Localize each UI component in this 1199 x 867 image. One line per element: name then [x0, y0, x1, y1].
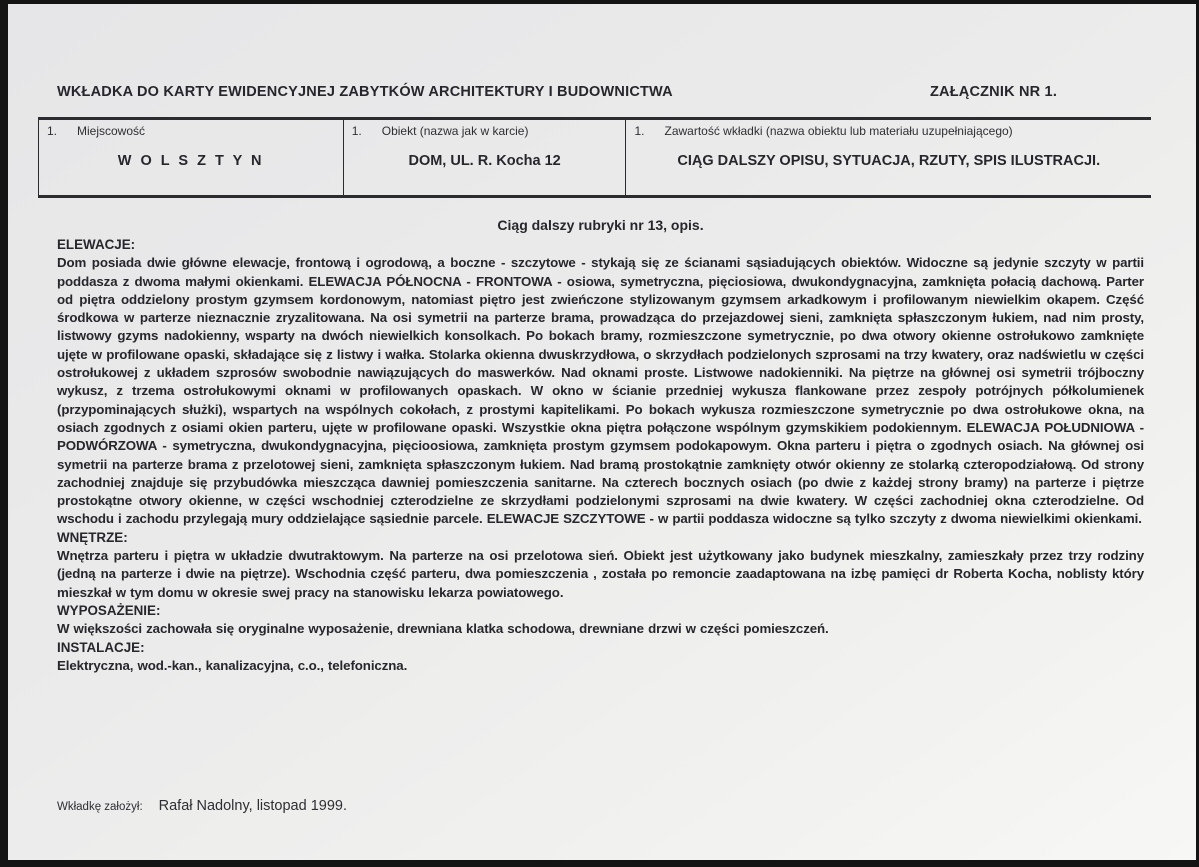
heading-wyposazenie: WYPOSAŻENIE: — [57, 602, 161, 618]
table-cell-header — [634, 124, 1141, 138]
footer-label: Wkładkę założył: — [57, 801, 143, 813]
cell-label: Miejscowość — [77, 124, 146, 138]
body-section-title: Ciąg dalszy rubryki nr 13, opis. — [497, 217, 704, 233]
document-header — [57, 84, 1167, 100]
cell-value-miejscowosc: W O L S Z T Y N — [117, 153, 264, 169]
footer-author-date: Rafał Nadolny, listopad 1999. — [158, 798, 347, 814]
document-body — [57, 216, 1144, 675]
heading-wnetrze: WNĘTRZE: — [57, 529, 128, 545]
table-cell-header — [47, 124, 333, 138]
table-cell-obiekt — [343, 120, 626, 195]
cell-label: Zawartość wkładki (nazwa obiektu lub materiału uzupełniającego) — [664, 124, 1013, 138]
paragraph-wnetrze: Wnętrza parteru i piętra w układzie dwutraktowym. Na parterze na osi przelotowa sień. Obiekt jest użytkowany jako budynek mieszkalny, zamieszkały przez trzy rodziny (jedną na parterze i dwie na piętrze). Wschodnia część parteru, dwa pomieszczenia , została po remoncie zaadaptowana na izbę pamięci dr Roberta Kocha, noblisty który mieszkał w tym domu w okresie swej pracy na stanowisku lekarza powiatowego. — [57, 548, 1144, 600]
document-footer — [57, 798, 347, 814]
cell-value-zawartosc: CIĄG DALSZY OPISU, SYTUACJA, RZUTY, SPIS ILUSTRACJI. — [677, 153, 1101, 169]
table-cell-miejscowosc — [39, 120, 343, 195]
attachment-number-label: ZAŁĄCZNIK NR 1. — [930, 84, 1058, 100]
cell-label: Obiekt (nazwa jak w karcie) — [381, 124, 529, 138]
heading-instalacje: INSTALACJE: — [57, 639, 145, 655]
paragraph-instalacje: Elektryczna, wod.-kan., kanalizacyjna, c.o., telefoniczna. — [57, 657, 408, 673]
paragraph-wyposazenie: W większości zachowała się oryginalne wyposażenie, drewniana klatka schodowa, drewniane drzwi w części pomieszczeń. — [57, 621, 829, 637]
cell-number: 1. — [47, 124, 58, 138]
heading-elewacje: ELEWACJE: — [57, 237, 136, 252]
table-cell-header — [352, 124, 616, 138]
table-cell-zawartosc — [625, 120, 1151, 195]
cell-number: 1. — [351, 124, 362, 138]
cell-value-obiekt: DOM, UL. R. Kocha 12 — [408, 153, 561, 169]
document-title: WKŁADKA DO KARTY EWIDENCYJNEJ ZABYTKÓW ARCHITEKTURY I BUDOWNICTWA — [57, 84, 673, 100]
paragraph-elewacje: Dom posiada dwie główne elewacje, frontową i ogrodową, a boczne - szczytowe - stykają się ze ścianami sąsiadujących obiektów. Widoczne są jedynie szczyty w partii poddasza z dwoma małymi okienkami. ELEWACJA PÓŁNOCNA - FRONTOWA - osiowa, symetryczna, pięciosiowa, dwukondygnacyjna, zamknięta połacią dachową. Parter od piętra oddzielony prostym gzymsem kordonowym, natomiast piętro jest zwieńczone stylizowanym gzymsem arkadkowym i profilowanym niewielkim okapem. Część środkowa w parterze nieznacznie zryzalitowana. Na osi symetrii na parterze brama, prowadząca do przejazdowej sieni, zamknięta spłaszczonym łukiem, nad nim prosty, listwowy gzyms nadokienny, wsparty na dwóch niewielkich konsolkach. Po bokach bramy, rozmieszczone symetrycznie, po dwa otwory okienne ostrołukowo zamknięte ujęte w profilowane opaski, składające się z listwy i wałka. Stolarka okienna dwuskrzydłowa, o skrzydłach podzielonych szprosami na trzy kwatery, oraz nadświetlu w części ostrołukowej z układem szprosów swobodnie nawiązujących do maswerków. Nad oknami proste. Listwowe nadokienniki. Na piętrze na głównej osi symetrii trójboczny wykusz, z trzema ostrołukowymi oknami w profilowanych opaskach. W okno w ścianie przedniej wykusza flankowane przez zespoły potrójnych półkolumienek (przypominających służki), wspartych na wspólnych cokołach, z prostymi kapitelikami. Po bokach wykusza rozmieszczone symetrycznie po dwa ostrołukowe okna, na osiach zgodnych z osiami okien parteru, ujęte w profilowane opaski. Wszystkie okna piętra połączone wspólnym gzymskikiem podokiennym. ELEWACJA POŁUDNIOWA - PODWÓRZOWA - symetryczna, dwukondygnacyjna, pięcioosiowa, zamknięta prostym gzymsem podokapowym. Okna parteru i piętra o zgodnych osiach. Na głównej osi symetrii na parterze brama z przelotowej sieni, zamknięta spłaszczonym łukiem. Nad bramą prostokątnie zamknięty otwór okienny ze stolarką czteropodziałową. Od strony zachodniej znajduje się przybudówka mieszcząca dawniej pomieszczenia sanitarne. Na czterech bocznych osiach (po dwie z każdej strony bramy) na parterze i piętrze prostokątne otwory okienne, w części wschodniej czterodzielne ze skrzydłami podzielonymi szprosami na dwie kwatery. W części zachodniej okna czterodzielne. Od wschodu i zachodu przylegają mury oddzielające sąsiednie parcele. ELEWACJE SZCZYTOWE - w partii poddasza widoczne są tylko szczyty z dwoma niewielkimi okienkami. — [57, 255, 1144, 527]
cell-number: 1. — [634, 124, 645, 138]
info-table — [38, 117, 1151, 198]
document-page — [8, 4, 1196, 860]
